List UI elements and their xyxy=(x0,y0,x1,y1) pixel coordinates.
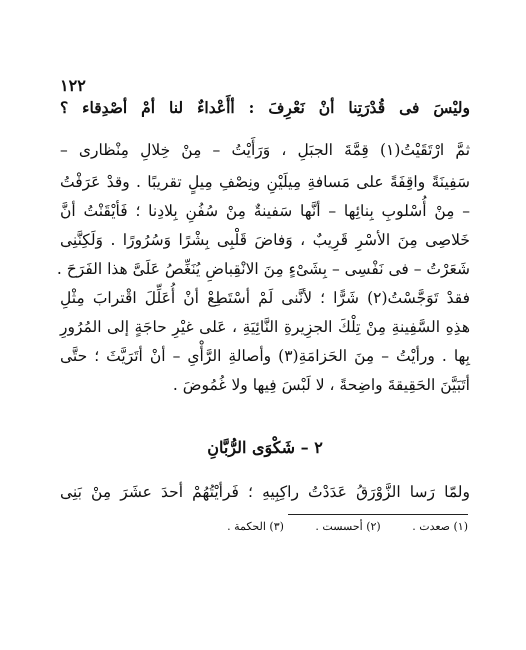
body-line: أتَبَيَّنَ الحَقِيقةَ واضِحةً ، لا لَبْسَ فِيها ولا غُمُوضَ . xyxy=(172,376,470,394)
page-number: ١٢٢ xyxy=(60,76,86,95)
body-line: – مِنْ أُسْلوبِ بِنائِها – أنَّها سَفينةٌ مِنْ سُفُنِ بِلادِنا ؛ فَأيْقَنْتُ أنَّ xyxy=(60,202,470,220)
footnote-divider xyxy=(288,514,468,515)
section-heading: ٢ – شَكْوَى الرُّبَّانِ xyxy=(207,438,323,457)
body-line: فقدْ تَوَجَّسْتُ(٢) شَرًّا ؛ لأنَّنى لَمْ أسْتَطِعْ أنْ أُعَلِّلَ اقْترابَ مِثْلِ xyxy=(60,289,470,307)
footnote-item: (١) صعدت . xyxy=(412,520,468,533)
body-line: ثمَّ ارْتَقَيْتُ(١) قِمَّةَ الجبَلِ ، وَرَأَيْتُ – مِنْ خِلالِ مِنْظارى – xyxy=(60,141,471,159)
body-line: بِها . ورأيْتُ – مِنَ الحَزامَةِ(٣) وأصالةِ الرَّأْىِ – أنْ أتَرَيَّثَ ؛ حتَّى xyxy=(60,347,470,365)
body-line: خَلاصِى مِنَ الأسْرِ قَرِيبٌ ، وَفاضَ قَلْبِى بِشْرًا وَسُرُورًا . وَلَكِنَّنِى xyxy=(60,231,470,249)
body-line: شَعَرْتُ – فى نَفْسِى – بِشَىْءٍ مِنَ الانْقِباضِ يُنَغِّصُ عَلَىَّ هذا الفَرَحَ . xyxy=(56,260,470,278)
body-line: هذِهِ السَّفِينةِ مِنْ تِلْكَ الجزِيرةِ النَّائِيَةِ ، عَلى غيْرِ حاجَةٍ إلى المُرُورِ xyxy=(60,318,470,336)
body-line: سَفِينَةً واقِفَةً على مَسافةِ مِيلَيْنِ ونِصْفِ مِيلٍ تقريبًا . وقدْ عَرَفْتُ xyxy=(60,173,470,191)
footnote-item: (٢) أحسست . xyxy=(315,520,381,533)
body-line-question: وليْسَ فى قُدْرَتِنا أنْ نَعْرِفَ : أأَعْداءٌ لنا أمْ أصْدِقاء ؟ xyxy=(60,98,470,117)
section-first-line: ولمّا رَسا الزَّوْرَقُ عَدَدْتُ راكِبِيهِ ؛ فَرأيْتُهُمْ أحدَ عشَرَ مِنْ بَنِى xyxy=(60,483,470,501)
footnotes xyxy=(150,520,468,533)
footnote-item: (٣) الحكمة . xyxy=(227,520,284,533)
